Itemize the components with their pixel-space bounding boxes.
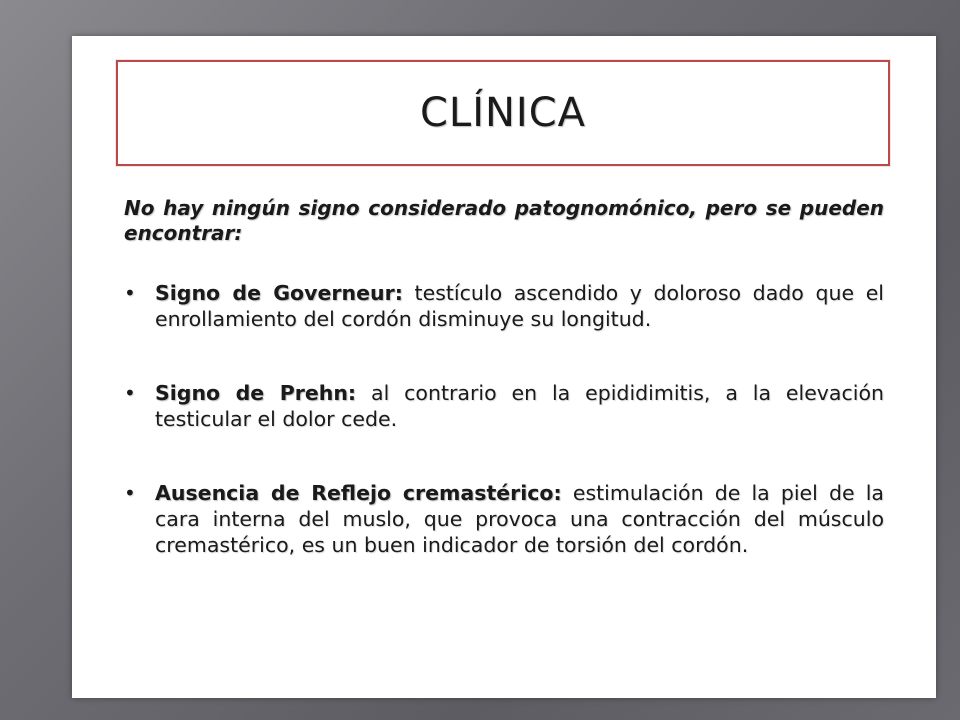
slide-content [124,196,884,606]
bullet-icon: • [124,281,136,305]
bullet-text: estimulación de la piel de la cara interna del muslo, que provoca una contracción del músculo cremastérico, es un buen indicador de torsión del cordón. [155,481,884,557]
bullet-prehn [124,380,884,432]
bullet-term: Signo de Prehn: [155,381,357,405]
bullet-icon: • [124,481,136,505]
bullet-governeur [124,280,884,332]
bullet-term: Ausencia de Reflejo cremastérico: [155,481,562,505]
bullet-cremasteric-reflex [124,480,884,558]
title-box [116,60,890,166]
bullet-icon: • [124,381,136,405]
slide [72,36,936,698]
intro-text: No hay ningún signo considerado patognomónico, pero se pueden encontrar: [124,196,884,245]
bullet-text: al contrario en la epididimitis, a la elevación testicular el dolor cede. [155,381,884,431]
bullet-text: testículo ascendido y doloroso dado que el enrollamiento del cordón disminuye su longitud. [155,281,884,331]
bullet-term: Signo de Governeur: [155,281,403,305]
slide-title: CLÍNICA [419,90,587,136]
